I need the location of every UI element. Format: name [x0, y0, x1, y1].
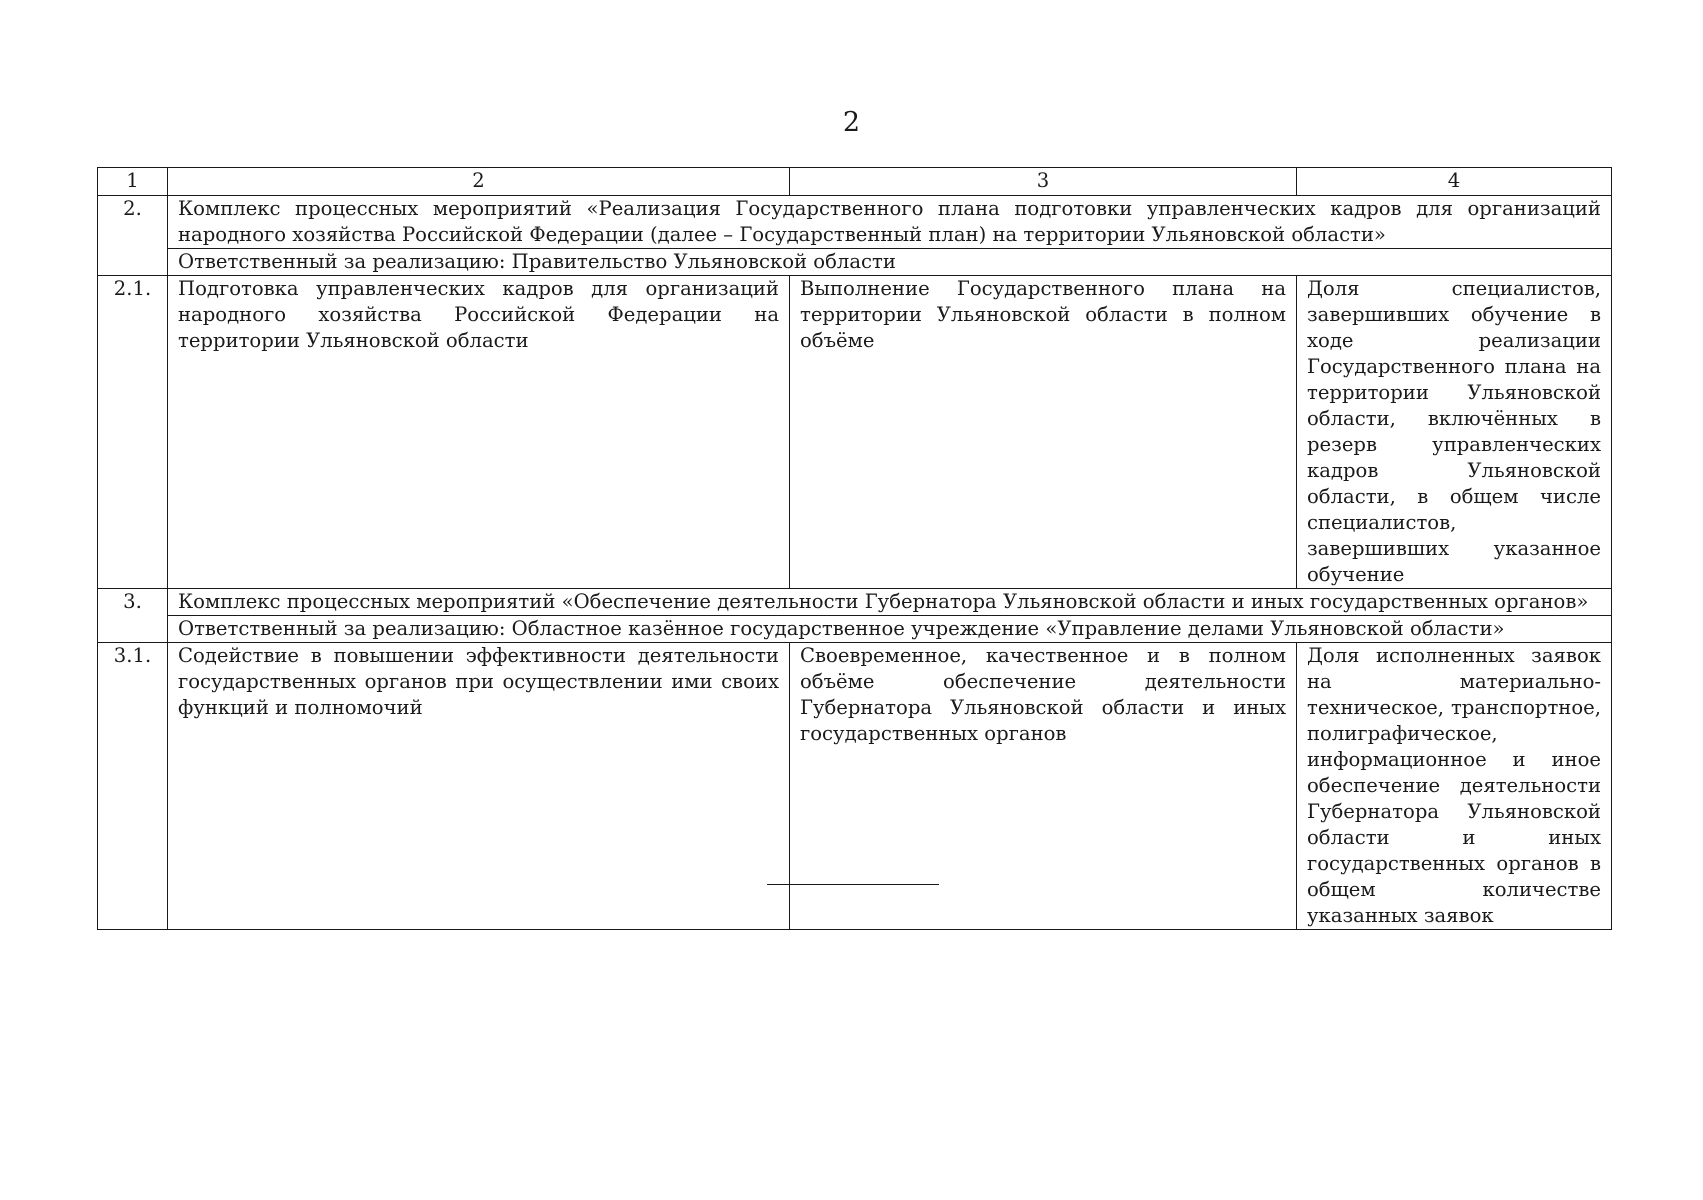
section-title: Комплекс процессных мероприятий «Реализация Государственного плана подготовки управленческих кадров для организаций народного хозяйства Российской Федерации (далее – Государственный план) на территории Ульяновской области»: [168, 196, 1612, 249]
measures-table: [97, 167, 1612, 930]
item-result: Своевременное, качественное и в полном объёме обеспечение деятельности Губернатора Ульяновской области и иных государственных органов: [790, 643, 1297, 930]
item-number: 3.1.: [98, 643, 168, 930]
column-number-row: [98, 168, 1612, 196]
section-number: 3.: [98, 589, 168, 643]
item-task: Подготовка управленческих кадров для организаций народного хозяйства Российской Федерации на территории Ульяновской области: [168, 276, 790, 589]
column-header-4: 4: [1297, 168, 1612, 196]
item-indicator: Доля специалистов, завершивших обучение в ходе реализации Государственного плана на территории Ульяновской области, включённых в резерв управленческих кадров Ульяновской области, в общем числе специалистов, завершивших указанное обучение: [1297, 276, 1612, 589]
section-responsible: Ответственный за реализацию: Правительство Ульяновской области: [168, 249, 1612, 276]
column-header-3: 3: [790, 168, 1297, 196]
section-responsible: Ответственный за реализацию: Областное казённое государственное учреждение «Управление делами Ульяновской области»: [168, 616, 1612, 643]
page-number: 2: [842, 107, 861, 138]
section-responsible-row: [98, 616, 1612, 643]
table-row: [98, 643, 1612, 930]
item-task: Содействие в повышении эффективности деятельности государственных органов при осуществлении ими своих функций и полномочий: [168, 643, 790, 930]
section-title-row: [98, 589, 1612, 616]
item-indicator: Доля исполненных заявок на материально-техническое, транспортное, полиграфическое, информационное и иное обеспечение деятельности Губернатора Ульяновской области и иных государственных органов в общем количестве указанных заявок: [1297, 643, 1612, 930]
section-number: 2.: [98, 196, 168, 276]
item-result: Выполнение Государственного плана на территории Ульяновской области в полном объёме: [790, 276, 1297, 589]
section-responsible-row: [98, 249, 1612, 276]
section-title: Комплекс процессных мероприятий «Обеспечение деятельности Губернатора Ульяновской области и иных государственных органов»: [168, 589, 1612, 616]
column-header-1: 1: [98, 168, 168, 196]
section-title-row: [98, 196, 1612, 249]
item-number: 2.1.: [98, 276, 168, 589]
column-header-2: 2: [168, 168, 790, 196]
end-of-document-rule: [767, 884, 939, 885]
table-row: [98, 276, 1612, 589]
